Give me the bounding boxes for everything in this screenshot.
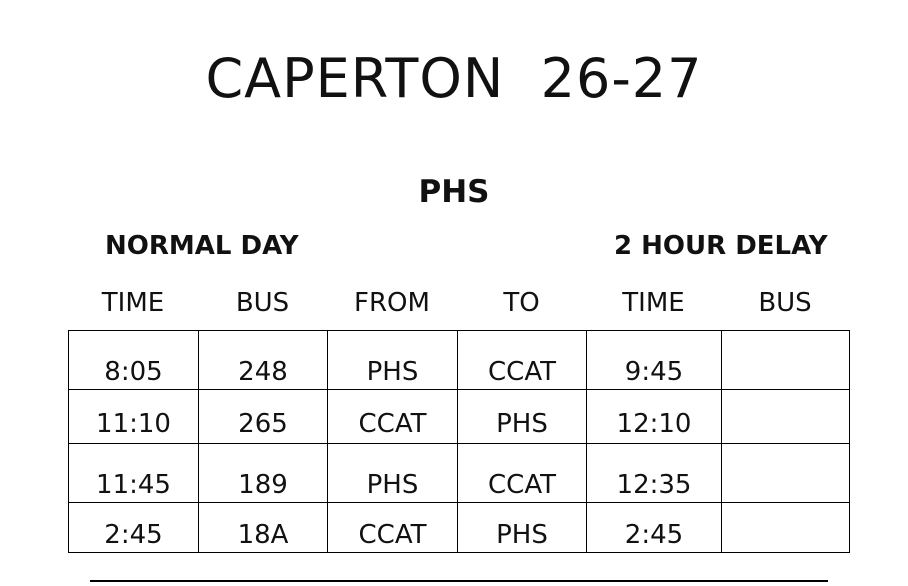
table-row xyxy=(69,331,850,390)
table-row xyxy=(69,503,850,553)
column-headers xyxy=(68,286,849,320)
to-cell: PHS xyxy=(458,390,587,444)
delay-time-cell: 2:45 xyxy=(587,503,722,553)
column-header-delay-time: TIME xyxy=(622,288,685,318)
to-cell: CCAT xyxy=(458,444,587,503)
from-cell: PHS xyxy=(328,444,458,503)
schedule-table xyxy=(68,330,850,553)
delay-bus-cell xyxy=(722,331,850,390)
column-header-bus: BUS xyxy=(235,288,290,318)
time-cell: 8:05 xyxy=(69,331,199,390)
delay-bus-cell xyxy=(722,503,850,553)
time-cell: 11:45 xyxy=(69,444,199,503)
delay-heading: 2 HOUR DELAY xyxy=(614,231,828,261)
table-row xyxy=(69,390,850,444)
bus-cell: 18A xyxy=(199,503,328,553)
from-cell: PHS xyxy=(328,331,458,390)
column-header-delay-bus: BUS xyxy=(758,288,812,318)
column-header-time: TIME xyxy=(101,288,165,318)
delay-bus-cell xyxy=(722,390,850,444)
delay-bus-cell xyxy=(722,444,850,503)
column-header-from: FROM xyxy=(354,288,430,318)
bottom-divider xyxy=(90,580,828,582)
delay-time-cell: 12:35 xyxy=(587,444,722,503)
column-header-to: TO xyxy=(503,288,540,318)
bus-cell: 265 xyxy=(199,390,328,444)
delay-time-cell: 9:45 xyxy=(587,331,722,390)
to-cell: CCAT xyxy=(458,331,587,390)
from-cell: CCAT xyxy=(328,503,458,553)
normal-day-heading: NORMAL DAY xyxy=(105,231,299,261)
time-cell: 2:45 xyxy=(69,503,199,553)
document-title: CAPERTON 26-27 xyxy=(205,47,703,110)
time-cell: 11:10 xyxy=(69,390,199,444)
bus-cell: 189 xyxy=(199,444,328,503)
school-heading: PHS xyxy=(418,174,490,210)
to-cell: PHS xyxy=(458,503,587,553)
from-cell: CCAT xyxy=(328,390,458,444)
table-row xyxy=(69,444,850,503)
delay-time-cell: 12:10 xyxy=(587,390,722,444)
bus-cell: 248 xyxy=(199,331,328,390)
